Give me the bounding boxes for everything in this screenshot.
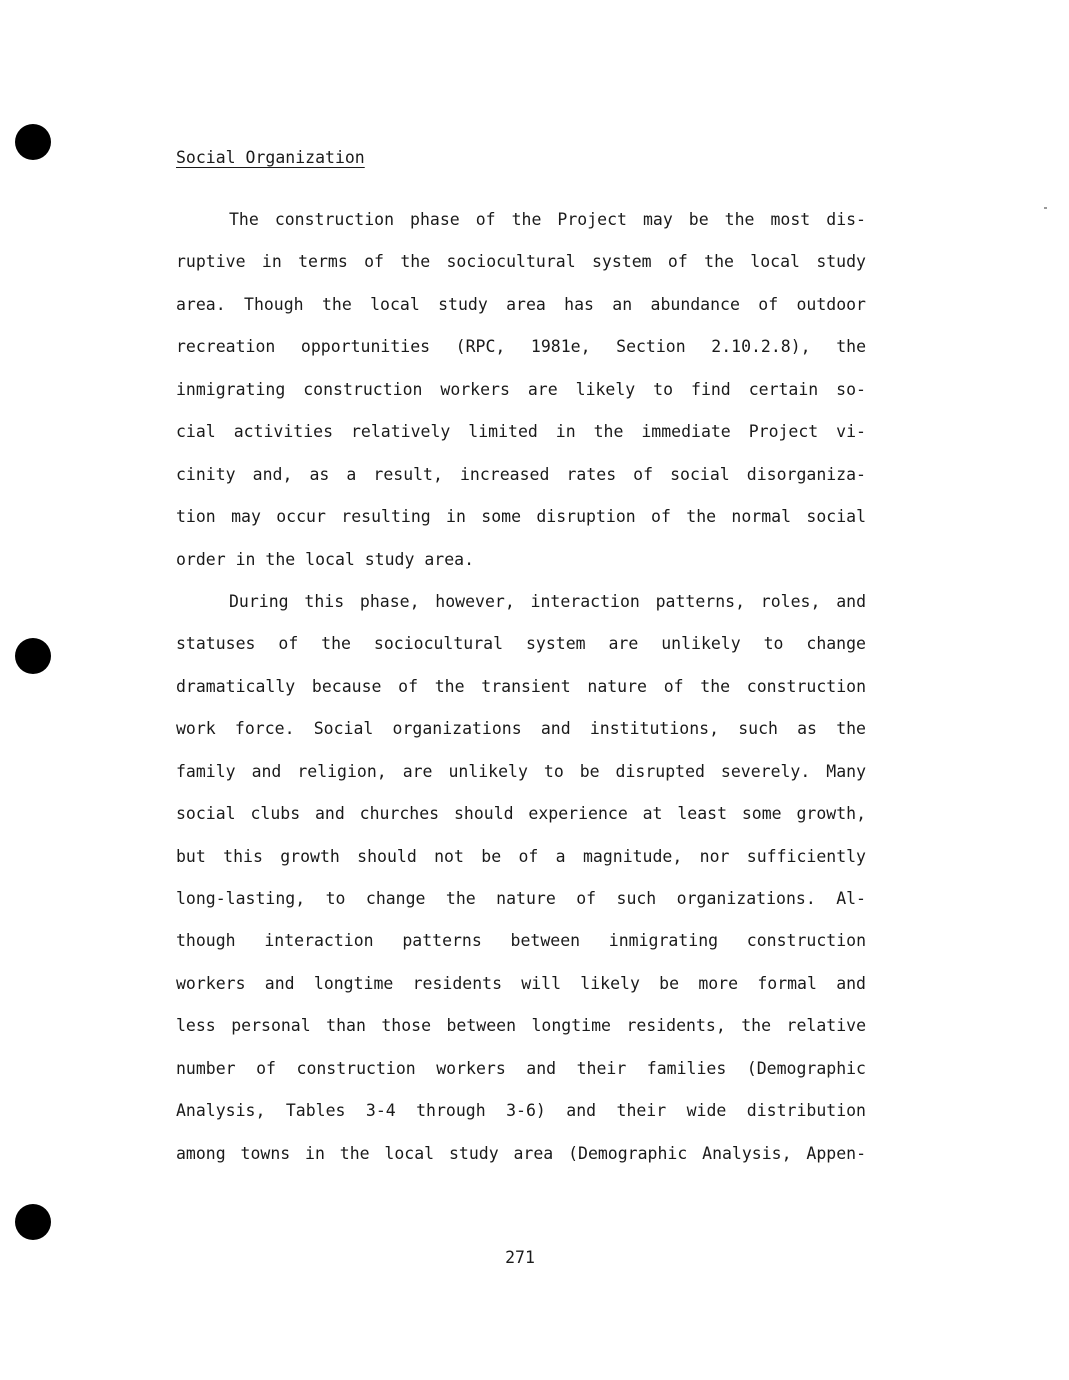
paragraph-2-line-4: work force. Social organizations and institutions, such as the [176, 719, 866, 739]
paragraph-2-line-5: family and religion, are unlikely to be disrupted severely. Many [176, 761, 866, 781]
section-heading: Social Organization [176, 148, 365, 167]
binder-hole-bottom [15, 1204, 51, 1240]
paragraph-2-line-1: During this phase, however, interaction patterns, roles, and [229, 591, 866, 611]
paragraph-2-line-14: among towns in the local study area (Demographic Analysis, Appen- [176, 1143, 866, 1163]
paragraph-1-line-8: tion may occur resulting in some disruption of the normal social [176, 507, 866, 527]
paragraph-2-line-2: statuses of the sociocultural system are unlikely to change [176, 634, 866, 654]
paragraph-2-line-13: Analysis, Tables 3-4 through 3-6) and their wide distribution [176, 1101, 866, 1121]
paragraph-1-line-4: recreation opportunities (RPC, 1981e, Section 2.10.2.8), the [176, 337, 866, 357]
paragraph-2-line-11: less personal than those between longtime residents, the relative [176, 1016, 866, 1036]
paragraph-2-line-12: number of construction workers and their families (Demographic [176, 1058, 866, 1078]
paragraph-2-line-8: long-lasting, to change the nature of such organizations. Al- [176, 889, 866, 908]
paragraph-2-line-3: dramatically because of the transient nature of the construction [176, 676, 866, 696]
paragraph-1-line-9: order in the local study area. [176, 549, 475, 569]
paragraph-1-line-5: inmigrating construction workers are likely to find certain so- [176, 379, 866, 399]
paragraph-1-line-3: area. Though the local study area has an abundance of outdoor [176, 294, 866, 314]
paragraph-2-line-10: workers and longtime residents will likely be more formal and [176, 973, 866, 993]
page-number: 271 [505, 1248, 535, 1267]
heading-container [176, 141, 866, 175]
binder-hole-middle [15, 638, 51, 674]
paragraph-2-line-6: social clubs and churches should experience at least some growth, [176, 804, 866, 824]
paragraph-1-line-6: cial activities relatively limited in the immediate Project vi- [176, 422, 866, 442]
paragraph-1-line-7: cinity and, as a result, increased rates of social disorganiza- [176, 464, 866, 484]
paragraph-2-line-7: but this growth should not be of a magnitude, nor sufficiently [176, 846, 866, 866]
body-text [176, 199, 866, 1175]
scan-speck [1044, 207, 1047, 209]
binder-hole-top [15, 124, 51, 160]
paragraph-2-line-9: though interaction patterns between inmigrating construction [176, 931, 866, 951]
paragraph-1-line-1: The construction phase of the Project may be the most dis- [229, 210, 866, 229]
paragraph-1-line-2: ruptive in terms of the sociocultural system of the local study [176, 252, 866, 272]
